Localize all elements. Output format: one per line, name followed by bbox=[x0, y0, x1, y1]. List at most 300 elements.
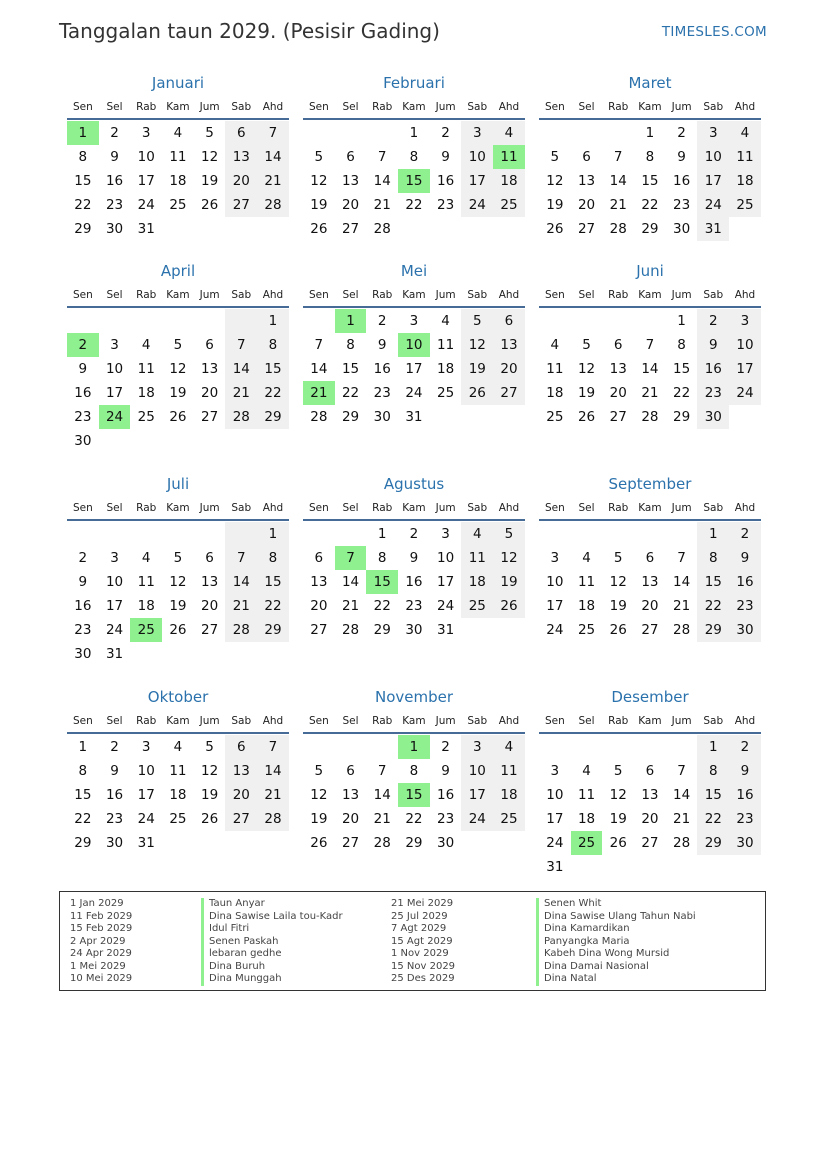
weekday-header bbox=[303, 497, 525, 521]
day-cell: 4 bbox=[493, 121, 525, 145]
day-cell: 30 bbox=[105, 221, 124, 237]
weekday-label: Sab bbox=[703, 502, 724, 514]
day-cell: 6 bbox=[205, 337, 214, 353]
empty-cell bbox=[602, 309, 634, 333]
day-cell: 9 bbox=[78, 574, 88, 590]
weekday-label: Ahd bbox=[734, 101, 756, 113]
empty-cell bbox=[194, 309, 226, 333]
legend-date: 1 Mei 2029 bbox=[70, 960, 126, 972]
empty-cell bbox=[99, 309, 131, 333]
weekday-label: Sen bbox=[308, 715, 329, 727]
weekday-label: Sab bbox=[467, 101, 488, 113]
day-cell: 23 bbox=[74, 409, 92, 425]
weekday-label: Sab bbox=[231, 289, 252, 301]
day-cell: 20 bbox=[341, 197, 360, 213]
legend-holiday-name: Dina Buruh bbox=[201, 961, 343, 974]
day-cell: 10 bbox=[137, 763, 155, 779]
day-cell: 2 bbox=[409, 526, 419, 542]
day-cell: 17 bbox=[729, 357, 761, 381]
day-cell: 23 bbox=[437, 811, 455, 827]
day-cell: 31 bbox=[437, 622, 455, 638]
day-cell: 25 bbox=[546, 409, 564, 425]
day-grid bbox=[303, 121, 525, 241]
weekday-header bbox=[539, 497, 761, 521]
month-title: Oktober bbox=[147, 688, 209, 706]
day-cell: 15 bbox=[257, 357, 289, 381]
day-cell: 22 bbox=[673, 385, 691, 401]
day-cell: 31 bbox=[137, 835, 155, 851]
empty-cell bbox=[130, 309, 162, 333]
day-cell: 27 bbox=[577, 221, 596, 237]
day-cell: 14 bbox=[225, 357, 257, 381]
month-februari bbox=[303, 70, 525, 241]
day-cell: 28 bbox=[341, 622, 360, 638]
day-cell: 23 bbox=[405, 598, 423, 614]
day-cell: 5 bbox=[314, 763, 324, 779]
day-cell: 16 bbox=[673, 173, 691, 189]
day-cell: 16 bbox=[74, 598, 92, 614]
day-grid bbox=[67, 735, 289, 855]
month-desember bbox=[539, 684, 761, 879]
weekday-label: Rab bbox=[608, 101, 629, 113]
weekday-label: Sel bbox=[342, 715, 359, 727]
day-cell: 10 bbox=[546, 787, 564, 803]
day-cell: 6 bbox=[645, 763, 655, 779]
day-cell: 11 bbox=[137, 574, 155, 590]
day-cell: 4 bbox=[141, 337, 151, 353]
day-cell: 16 bbox=[437, 173, 455, 189]
day-cell: 30 bbox=[405, 622, 423, 638]
weekday-label: Rab bbox=[372, 502, 393, 514]
empty-cell bbox=[257, 429, 289, 453]
day-cell: 3 bbox=[461, 121, 493, 145]
day-cell: 19 bbox=[310, 197, 328, 213]
day-cell: 12 bbox=[201, 763, 219, 779]
weekday-label: Sen bbox=[544, 715, 565, 727]
empty-cell bbox=[539, 121, 571, 145]
day-cell: 3 bbox=[110, 337, 119, 353]
day-cell: 28 bbox=[673, 622, 691, 638]
holiday-day-cell: 15 bbox=[366, 570, 398, 594]
empty-cell bbox=[493, 217, 525, 241]
site-link[interactable]: TIMESLES.COM bbox=[661, 24, 767, 40]
day-cell: 12 bbox=[546, 173, 564, 189]
day-cell: 25 bbox=[169, 197, 187, 213]
month-title: September bbox=[608, 475, 692, 493]
day-cell: 17 bbox=[137, 173, 155, 189]
legend-date: 25 Jul 2029 bbox=[391, 910, 448, 922]
day-cell: 23 bbox=[373, 385, 391, 401]
weekday-label: Sel bbox=[106, 715, 123, 727]
day-cell: 29 bbox=[673, 409, 691, 425]
weekday-label: Sel bbox=[106, 289, 123, 301]
holiday-day-cell: 1 bbox=[398, 735, 430, 759]
weekday-label: Rab bbox=[372, 101, 393, 113]
day-cell: 1 bbox=[257, 309, 289, 333]
legend-date: 1 Nov 2029 bbox=[391, 948, 449, 959]
weekday-label: Ahd bbox=[498, 715, 520, 727]
weekday-label: Kam bbox=[638, 289, 662, 301]
day-cell: 20 bbox=[201, 598, 219, 614]
weekday-label: Jum bbox=[435, 715, 456, 727]
day-cell: 5 bbox=[461, 309, 493, 333]
day-cell: 8 bbox=[257, 333, 289, 357]
day-cell: 4 bbox=[173, 739, 183, 755]
empty-cell bbox=[634, 309, 666, 333]
day-cell: 17 bbox=[405, 361, 423, 377]
weekday-label: Sab bbox=[703, 289, 724, 301]
day-cell: 15 bbox=[697, 783, 729, 807]
day-cell: 10 bbox=[697, 145, 729, 169]
day-cell: 28 bbox=[225, 405, 257, 429]
day-cell: 14 bbox=[673, 574, 691, 590]
day-cell: 7 bbox=[677, 763, 686, 779]
day-cell: 14 bbox=[257, 759, 289, 783]
day-cell: 25 bbox=[729, 193, 761, 217]
day-cell: 1 bbox=[697, 522, 729, 546]
weekday-label: Ahd bbox=[498, 502, 520, 514]
day-cell: 18 bbox=[546, 385, 564, 401]
month-september bbox=[539, 471, 761, 642]
day-cell: 23 bbox=[729, 807, 761, 831]
day-cell: 17 bbox=[105, 385, 124, 401]
day-cell: 27 bbox=[341, 221, 360, 237]
day-cell: 17 bbox=[105, 598, 124, 614]
weekday-label: Kam bbox=[402, 715, 426, 727]
legend-date: 25 Des 2029 bbox=[391, 973, 455, 984]
weekday-label: Sab bbox=[703, 715, 724, 727]
empty-cell bbox=[366, 735, 398, 759]
weekday-label: Jum bbox=[199, 289, 220, 301]
day-cell: 17 bbox=[461, 169, 493, 193]
weekday-label: Ahd bbox=[734, 289, 756, 301]
weekday-label: Sab bbox=[467, 289, 488, 301]
day-cell: 20 bbox=[609, 385, 627, 401]
day-cell: 10 bbox=[105, 574, 124, 590]
legend-holiday-name: Taun Anyar bbox=[201, 898, 343, 911]
weekday-label: Sab bbox=[231, 101, 252, 113]
day-cell: 11 bbox=[169, 763, 187, 779]
day-cell: 10 bbox=[137, 149, 155, 165]
weekday-label: Rab bbox=[136, 715, 157, 727]
day-cell: 22 bbox=[697, 807, 729, 831]
empty-cell bbox=[162, 522, 194, 546]
day-cell: 6 bbox=[493, 309, 525, 333]
day-cell: 9 bbox=[677, 149, 686, 165]
holiday-day-cell: 15 bbox=[398, 783, 430, 807]
empty-cell bbox=[634, 522, 666, 546]
legend-holiday-name: Dina Sawise Laila tou-Kadr bbox=[201, 911, 343, 924]
day-cell: 9 bbox=[110, 149, 119, 165]
day-cell: 26 bbox=[310, 221, 328, 237]
day-cell: 26 bbox=[201, 197, 219, 213]
empty-cell bbox=[366, 121, 398, 145]
legend-names-right bbox=[536, 898, 696, 986]
day-cell: 28 bbox=[641, 409, 659, 425]
weekday-label: Kam bbox=[638, 715, 662, 727]
day-cell: 4 bbox=[582, 763, 591, 779]
day-cell: 19 bbox=[609, 598, 627, 614]
day-cell: 20 bbox=[493, 357, 525, 381]
day-cell: 13 bbox=[341, 173, 360, 189]
empty-cell bbox=[335, 121, 367, 145]
weekday-label: Ahd bbox=[262, 715, 284, 727]
weekday-label: Sen bbox=[308, 101, 329, 113]
day-cell: 8 bbox=[78, 763, 88, 779]
day-cell: 31 bbox=[697, 217, 729, 241]
day-cell: 17 bbox=[697, 169, 729, 193]
day-cell: 15 bbox=[74, 173, 92, 189]
weekday-label: Sen bbox=[72, 289, 93, 301]
day-cell: 12 bbox=[609, 574, 627, 590]
day-cell: 21 bbox=[373, 197, 391, 213]
day-cell: 1 bbox=[645, 125, 655, 141]
day-cell: 24 bbox=[461, 193, 493, 217]
weekday-label: Ahd bbox=[262, 502, 284, 514]
day-cell: 20 bbox=[577, 197, 596, 213]
day-cell: 22 bbox=[74, 197, 92, 213]
day-cell: 28 bbox=[373, 221, 391, 237]
day-cell: 16 bbox=[74, 385, 92, 401]
day-cell: 8 bbox=[677, 337, 686, 353]
weekday-label: Kam bbox=[166, 715, 190, 727]
day-cell: 10 bbox=[461, 145, 493, 169]
day-cell: 11 bbox=[437, 337, 455, 353]
day-cell: 13 bbox=[577, 173, 596, 189]
day-cell: 10 bbox=[546, 574, 564, 590]
month-title: Januari bbox=[151, 74, 205, 92]
day-cell: 28 bbox=[225, 618, 257, 642]
empty-cell bbox=[729, 405, 761, 429]
day-cell: 18 bbox=[137, 598, 155, 614]
day-cell: 9 bbox=[441, 149, 450, 165]
day-cell: 4 bbox=[550, 337, 560, 353]
day-cell: 12 bbox=[577, 361, 596, 377]
weekday-label: Rab bbox=[608, 289, 629, 301]
month-maret bbox=[539, 70, 761, 241]
legend-date: 10 Mei 2029 bbox=[70, 973, 133, 984]
empty-cell bbox=[493, 618, 525, 642]
month-juli bbox=[67, 471, 289, 666]
day-cell: 11 bbox=[137, 361, 155, 377]
day-cell: 19 bbox=[169, 385, 187, 401]
day-grid bbox=[303, 522, 525, 642]
weekday-label: Jum bbox=[671, 715, 692, 727]
day-cell: 27 bbox=[201, 409, 219, 425]
day-cell: 24 bbox=[405, 385, 423, 401]
month-title: Agustus bbox=[383, 475, 445, 493]
weekday-header bbox=[539, 710, 761, 734]
day-cell: 29 bbox=[697, 831, 729, 855]
day-cell: 7 bbox=[613, 149, 623, 165]
day-cell: 16 bbox=[405, 574, 423, 590]
day-cell: 12 bbox=[609, 787, 627, 803]
day-cell: 13 bbox=[641, 574, 659, 590]
day-cell: 2 bbox=[729, 735, 761, 759]
day-cell: 5 bbox=[550, 149, 560, 165]
empty-cell bbox=[194, 522, 226, 546]
empty-cell bbox=[666, 522, 698, 546]
legend-date: 1 Jan 2029 bbox=[70, 898, 124, 909]
weekday-header bbox=[67, 710, 289, 734]
day-cell: 24 bbox=[437, 598, 455, 614]
day-cell: 28 bbox=[257, 193, 289, 217]
day-cell: 2 bbox=[697, 309, 729, 333]
day-cell: 27 bbox=[641, 622, 659, 638]
day-cell: 15 bbox=[257, 570, 289, 594]
holiday-day-cell: 7 bbox=[335, 546, 367, 570]
legend-date: 15 Nov 2029 bbox=[391, 960, 456, 972]
day-cell: 4 bbox=[461, 522, 493, 546]
weekday-label: Sen bbox=[308, 289, 329, 301]
day-cell: 16 bbox=[729, 570, 761, 594]
day-cell: 7 bbox=[257, 735, 289, 759]
empty-cell bbox=[225, 217, 257, 241]
day-cell: 2 bbox=[377, 313, 387, 329]
day-cell: 31 bbox=[105, 646, 124, 662]
day-cell: 24 bbox=[546, 622, 564, 638]
day-cell: 26 bbox=[546, 221, 564, 237]
day-cell: 27 bbox=[641, 835, 659, 851]
day-cell: 9 bbox=[729, 759, 761, 783]
day-cell: 8 bbox=[409, 763, 419, 779]
month-title: Juni bbox=[636, 262, 664, 280]
weekday-label: Sab bbox=[231, 715, 252, 727]
weekday-label: Ahd bbox=[734, 715, 756, 727]
day-cell: 26 bbox=[609, 622, 627, 638]
day-cell: 17 bbox=[546, 811, 564, 827]
day-cell: 21 bbox=[673, 811, 691, 827]
day-cell: 9 bbox=[697, 333, 729, 357]
month-title: Mei bbox=[400, 262, 428, 280]
day-cell: 11 bbox=[169, 149, 187, 165]
empty-cell bbox=[602, 121, 634, 145]
day-cell: 8 bbox=[257, 546, 289, 570]
day-cell: 22 bbox=[641, 197, 659, 213]
weekday-label: Rab bbox=[608, 502, 629, 514]
day-cell: 26 bbox=[493, 594, 525, 618]
day-cell: 7 bbox=[225, 546, 257, 570]
weekday-label: Sel bbox=[342, 502, 359, 514]
day-cell: 30 bbox=[105, 835, 124, 851]
day-cell: 26 bbox=[461, 381, 493, 405]
day-cell: 2 bbox=[729, 522, 761, 546]
day-grid bbox=[539, 121, 761, 241]
weekday-label: Sen bbox=[544, 289, 565, 301]
day-cell: 16 bbox=[697, 357, 729, 381]
day-cell: 12 bbox=[310, 787, 328, 803]
day-cell: 19 bbox=[546, 197, 564, 213]
day-cell: 5 bbox=[613, 763, 623, 779]
day-cell: 4 bbox=[441, 313, 450, 329]
holiday-day-cell: 21 bbox=[303, 381, 335, 405]
weekday-header bbox=[539, 96, 761, 120]
day-cell: 29 bbox=[74, 835, 92, 851]
day-cell: 19 bbox=[169, 598, 187, 614]
day-cell: 28 bbox=[310, 409, 328, 425]
weekday-label: Rab bbox=[372, 715, 393, 727]
weekday-label: Kam bbox=[638, 502, 662, 514]
empty-cell bbox=[493, 405, 525, 429]
day-cell: 2 bbox=[441, 739, 450, 755]
day-cell: 3 bbox=[461, 735, 493, 759]
weekday-label: Sel bbox=[106, 101, 123, 113]
day-cell: 8 bbox=[697, 546, 729, 570]
month-mei bbox=[303, 258, 525, 429]
weekday-label: Sen bbox=[72, 715, 93, 727]
legend-names-left bbox=[201, 898, 343, 986]
legend-date: 15 Feb 2029 bbox=[70, 923, 133, 934]
day-cell: 22 bbox=[257, 594, 289, 618]
day-cell: 19 bbox=[201, 787, 219, 803]
day-cell: 25 bbox=[169, 811, 187, 827]
weekday-label: Sel bbox=[578, 502, 595, 514]
legend-holiday-name: Senen Paskah bbox=[201, 936, 343, 949]
day-cell: 27 bbox=[609, 409, 627, 425]
day-cell: 5 bbox=[582, 337, 591, 353]
empty-cell bbox=[461, 405, 493, 429]
empty-cell bbox=[335, 522, 367, 546]
day-cell: 13 bbox=[225, 145, 257, 169]
empty-cell bbox=[602, 522, 634, 546]
holiday-day-cell: 1 bbox=[67, 121, 99, 145]
day-cell: 5 bbox=[493, 522, 525, 546]
day-cell: 24 bbox=[137, 197, 155, 213]
weekday-label: Sen bbox=[544, 502, 565, 514]
day-cell: 16 bbox=[437, 787, 455, 803]
empty-cell bbox=[539, 522, 571, 546]
weekday-label: Sen bbox=[308, 502, 329, 514]
day-cell: 23 bbox=[105, 811, 124, 827]
day-cell: 10 bbox=[105, 361, 124, 377]
day-cell: 3 bbox=[409, 313, 419, 329]
day-cell: 18 bbox=[461, 570, 493, 594]
legend-holiday-name: Dina Munggah bbox=[201, 973, 343, 986]
empty-cell bbox=[303, 522, 335, 546]
legend-dates-right bbox=[391, 898, 455, 986]
day-cell: 24 bbox=[461, 807, 493, 831]
empty-cell bbox=[493, 831, 525, 855]
weekday-label: Sen bbox=[544, 101, 565, 113]
day-cell: 27 bbox=[310, 622, 328, 638]
weekday-label: Sen bbox=[72, 502, 93, 514]
day-cell: 30 bbox=[437, 835, 455, 851]
empty-cell bbox=[697, 855, 729, 879]
empty-cell bbox=[162, 309, 194, 333]
day-cell: 24 bbox=[137, 811, 155, 827]
day-cell: 23 bbox=[697, 381, 729, 405]
month-januari bbox=[67, 70, 289, 241]
day-cell: 21 bbox=[257, 783, 289, 807]
day-cell: 20 bbox=[225, 169, 257, 193]
day-cell: 1 bbox=[409, 125, 419, 141]
day-cell: 8 bbox=[409, 149, 419, 165]
day-cell: 10 bbox=[461, 759, 493, 783]
day-cell: 18 bbox=[493, 783, 525, 807]
day-cell: 7 bbox=[314, 337, 324, 353]
day-cell: 4 bbox=[582, 550, 591, 566]
day-cell: 16 bbox=[373, 361, 391, 377]
weekday-label: Sel bbox=[342, 289, 359, 301]
day-cell: 10 bbox=[729, 333, 761, 357]
day-cell: 16 bbox=[729, 783, 761, 807]
legend-holiday-name: Dina Natal bbox=[536, 973, 696, 986]
day-cell: 12 bbox=[169, 361, 187, 377]
month-november bbox=[303, 684, 525, 855]
day-cell: 18 bbox=[729, 169, 761, 193]
day-cell: 25 bbox=[493, 807, 525, 831]
day-cell: 28 bbox=[373, 835, 391, 851]
